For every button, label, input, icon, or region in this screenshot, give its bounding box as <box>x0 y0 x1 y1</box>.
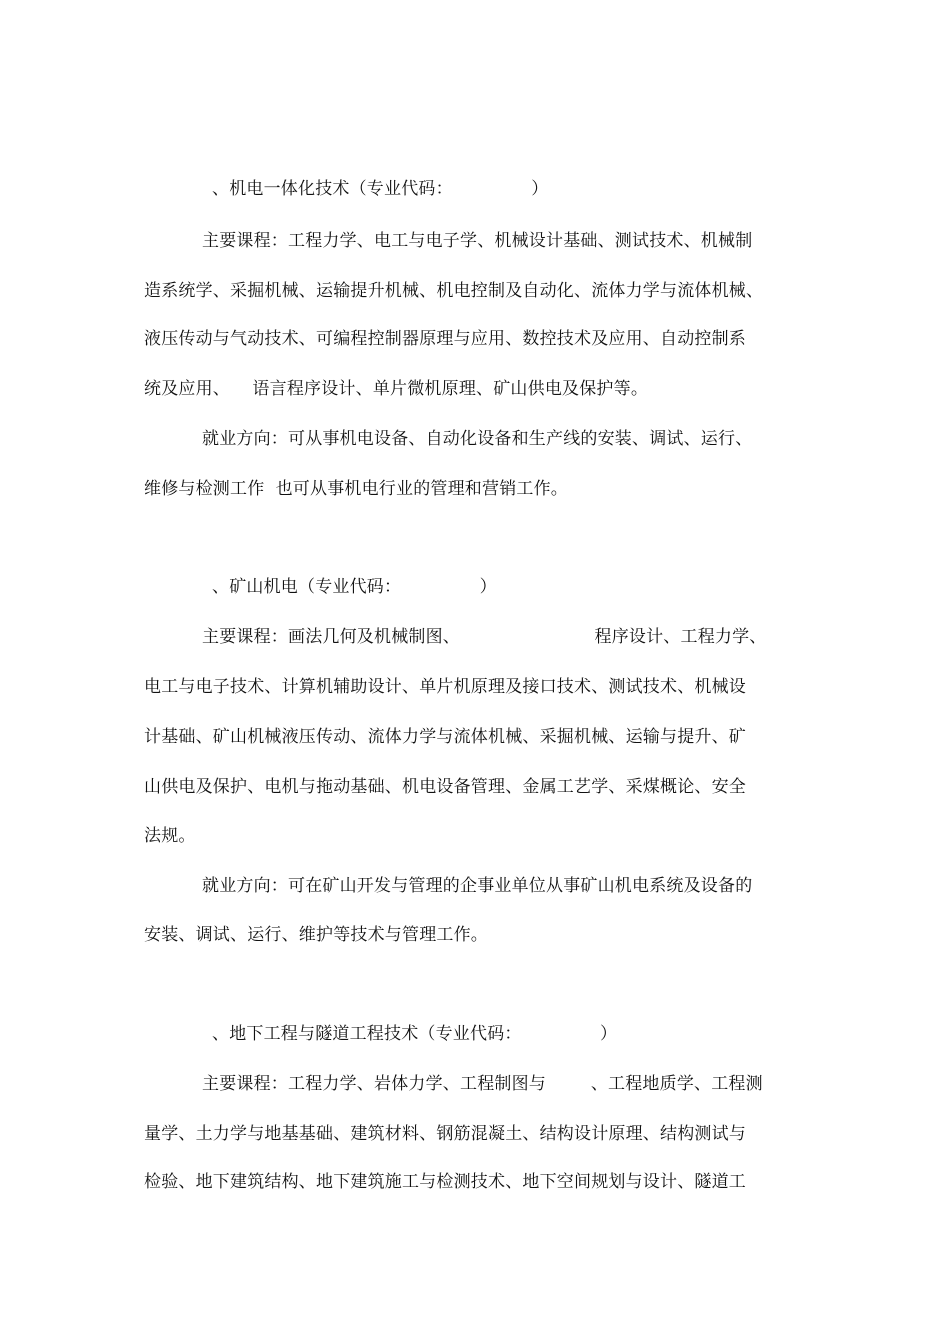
course-line: 电工与电子技术、计算机辅助设计、单片机原理及接口技术、测试技术、机械设 <box>144 677 746 697</box>
section-title: 、矿山机电（专业代码： ） <box>212 577 497 597</box>
course-line: 主要课程：画法几何及机械制图、 程序设计、工程力学、 <box>202 627 767 647</box>
career-line: 就业方向：可从事机电设备、自动化设备和生产线的安装、调试、运行、 <box>202 429 753 449</box>
course-line: 主要课程：工程力学、岩体力学、工程制图与 、工程地质学、工程测 <box>202 1074 763 1094</box>
course-line: 液压传动与气动技术、可编程控制器原理与应用、数控技术及应用、自动控制系 <box>144 329 746 349</box>
course-line: 主要课程：工程力学、电工与电子学、机械设计基础、测试技术、机械制 <box>202 231 753 251</box>
course-line: 法规。 <box>144 826 196 846</box>
section-title: 、地下工程与隧道工程技术（专业代码： ） <box>212 1024 618 1044</box>
section-title: 、机电一体化技术（专业代码： ） <box>212 179 549 199</box>
career-line: 安装、调试、运行、维护等技术与管理工作。 <box>144 925 488 945</box>
career-line: 维修与检测工作 也可从事机电行业的管理和营销工作。 <box>144 479 569 499</box>
course-line: 造系统学、采掘机械、运输提升机械、机电控制及自动化、流体力学与流体机械、 <box>144 281 764 301</box>
course-line: 统及应用、 语言程序设计、单片微机原理、矿山供电及保护等。 <box>144 379 649 399</box>
course-line: 检验、地下建筑结构、地下建筑施工与检测技术、地下空间规划与设计、隧道工 <box>144 1172 746 1192</box>
course-line: 计基础、矿山机械液压传动、流体力学与流体机械、采掘机械、运输与提升、矿 <box>144 727 746 747</box>
career-line: 就业方向：可在矿山开发与管理的企事业单位从事矿山机电系统及设备的 <box>202 876 753 896</box>
course-line: 量学、土力学与地基基础、建筑材料、钢筋混凝土、结构设计原理、结构测试与 <box>144 1124 746 1144</box>
course-line: 山供电及保护、电机与拖动基础、机电设备管理、金属工艺学、采煤概论、安全 <box>144 777 746 797</box>
